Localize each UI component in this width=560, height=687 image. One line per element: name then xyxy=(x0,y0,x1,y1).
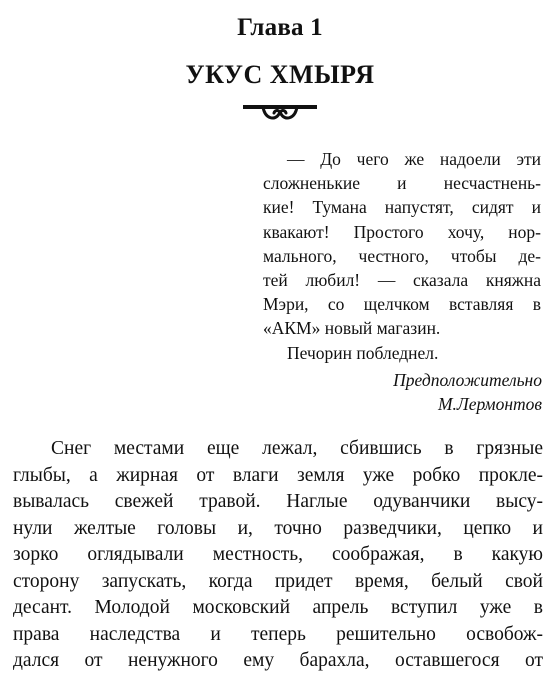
chapter-title: УКУС ХМЫРЯ xyxy=(185,60,375,89)
epigraph-line: квакают! Простого хочу, нор- xyxy=(263,221,541,242)
body-paragraph xyxy=(13,436,543,675)
attribution-author: М.Лермонтов xyxy=(437,394,542,415)
attribution-line: Предположительно xyxy=(393,370,542,390)
epigraph-line: тей любил! — сказала княжна xyxy=(263,270,541,291)
epigraph-line: кие! Тумана напустят, сидят и xyxy=(263,197,541,218)
body-line: зорко оглядывали местность, соображая, в какую xyxy=(13,544,543,565)
epigraph-attribution xyxy=(300,368,542,416)
body-line: Снег местами еще лежал, сбившись в грязные xyxy=(51,438,543,459)
epigraph-line: «АКМ» новый магазин. xyxy=(263,318,441,339)
body-line: десант. Молодой московский апрель вступил уже в xyxy=(13,597,543,618)
chapter-heading: Глава 1 xyxy=(237,14,323,41)
body-line: глыбы, а жирная от влаги земля уже робко прокле- xyxy=(13,464,543,486)
body-line: вывалась свежей травой. Наглые одуванчики высу- xyxy=(13,491,543,512)
body-line: сторону запускать, когда придет время, белый свой xyxy=(13,570,543,592)
ornament-divider-icon xyxy=(235,97,325,127)
epigraph-line: — До чего же надоели эти xyxy=(287,149,541,169)
body-line: нули желтые головы и, точно разведчики, цепко и xyxy=(13,517,543,539)
epigraph-line: Мэри, со щелчком вставляя в xyxy=(263,294,541,315)
body-line: дался от ненужного ему барахла, оставшегося от xyxy=(13,650,543,671)
epigraph-line: Печорин побледнел. xyxy=(287,342,439,363)
body-line: права наследства и теперь решительно освобож- xyxy=(13,623,543,645)
epigraph-line: сложненькие и несчастнень- xyxy=(263,173,541,194)
epigraph xyxy=(263,147,541,365)
epigraph-line: мального, честного, чтобы де- xyxy=(263,245,541,266)
